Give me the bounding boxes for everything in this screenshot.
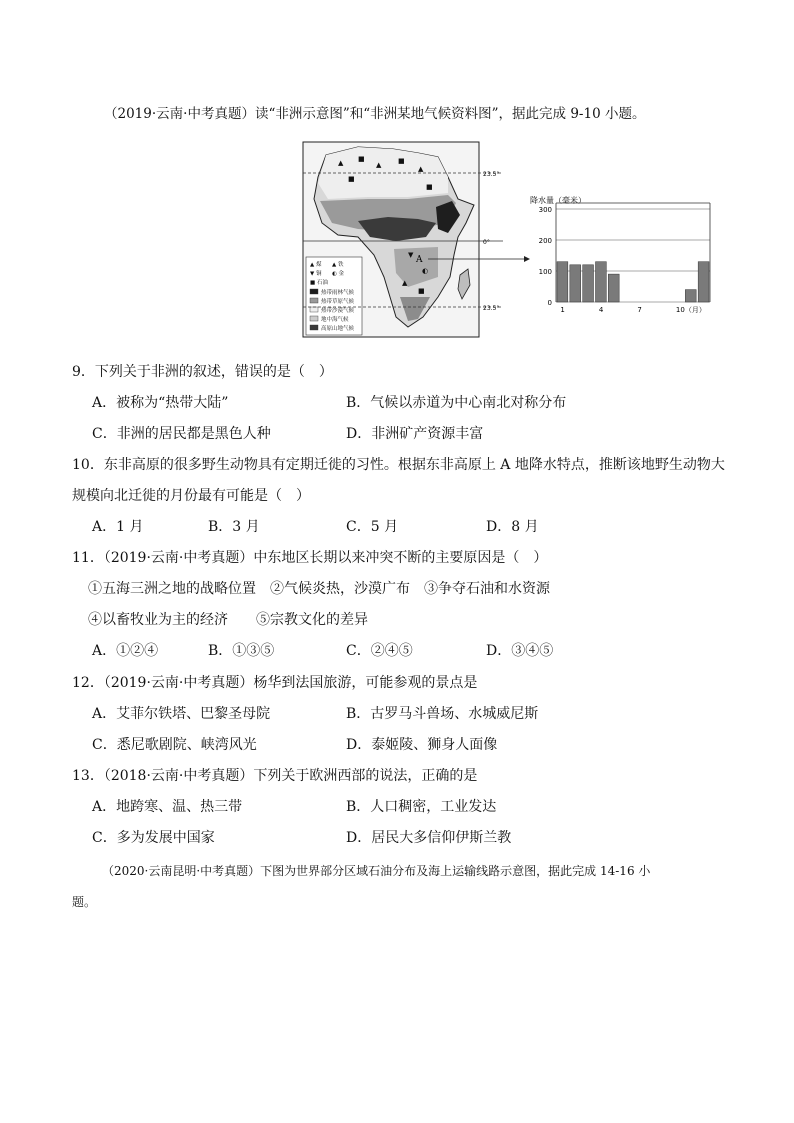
q11-option-c[interactable]: C．②④⑤ <box>346 643 413 659</box>
lat-north: 23.5° <box>483 171 500 178</box>
intro-14-16-line1: （2020·云南昆明·中考真题）下图为世界部分区域石油分布及海上运输线路示意图，据此完成 14-16 小 <box>102 864 651 878</box>
chart-xtick-1: 4 <box>598 306 604 314</box>
africa-figure <box>298 137 718 342</box>
chart-bar-month-3 <box>583 265 594 302</box>
q9-stem: 9．下列关于非洲的叙述，错误的是（ ） <box>72 364 333 380</box>
q12-option-d[interactable]: D．泰姬陵、狮身人面像 <box>346 737 498 753</box>
q9-option-b[interactable]: B．气候以赤道为中心南北对称分布 <box>346 395 567 411</box>
precipitation-chart <box>530 195 710 314</box>
q10-option-d[interactable]: D．8 月 <box>486 519 539 535</box>
chart-bar-month-11 <box>685 290 696 302</box>
q10-stem-line1: 10．东非高原的很多野生动物具有定期迁徙的习性。根据东非高原上 A 地降水特点，推断该地野生动物大 <box>72 457 725 473</box>
legend-climate-0: 热带雨林气候 <box>321 290 355 296</box>
q13-stem: 13．（2018·云南·中考真题）下列关于欧洲西部的说法，正确的是 <box>72 768 478 784</box>
q11-option-a[interactable]: A．①②④ <box>92 643 159 659</box>
svg-text:■: ■ <box>348 175 355 183</box>
svg-text:■: ■ <box>398 157 405 165</box>
legend-mineral-1: ▲ 铁 <box>332 262 344 268</box>
q11-option-b[interactable]: B．①③⑤ <box>208 643 275 659</box>
q12-stem: 12．（2019·云南·中考真题）杨华到法国旅游，可能参观的景点是 <box>72 675 478 691</box>
svg-text:■: ■ <box>426 183 433 191</box>
chart-bar-month-4 <box>596 262 607 302</box>
chart-bar-month-2 <box>570 265 581 302</box>
svg-text:◐: ◐ <box>422 267 429 275</box>
chart-bar-month-5 <box>608 274 619 302</box>
chart-bar-month-1 <box>557 262 568 302</box>
q13-option-d[interactable]: D．居民大多信仰伊斯兰教 <box>346 830 512 846</box>
q11-stem: 11．（2019·云南·中考真题）中东地区长期以来冲突不断的主要原因是（ ） <box>72 550 548 566</box>
chart-ytick-3: 300 <box>538 206 552 214</box>
point-a-label: A <box>416 255 423 265</box>
legend-swatch-1 <box>310 298 318 303</box>
q13-option-a[interactable]: A．地跨寒、温、热三带 <box>92 799 243 815</box>
chart-ylabel: 降水量（毫米） <box>530 196 586 205</box>
svg-text:▲: ▲ <box>402 279 408 287</box>
q11-option-d[interactable]: D．③④⑤ <box>486 643 554 659</box>
svg-text:■: ■ <box>358 155 365 163</box>
q13-option-c[interactable]: C．多为发展中国家 <box>92 830 215 846</box>
legend-swatch-0 <box>310 289 318 294</box>
svg-text:▲: ▲ <box>418 165 424 173</box>
q10-option-a[interactable]: A．1 月 <box>92 519 144 535</box>
chart-xtick-2: 7 <box>637 306 642 314</box>
svg-text:▼: ▼ <box>408 251 414 259</box>
q10-stem-line2: 规模向北迁徙的月份最有可能是（ ） <box>72 488 310 504</box>
legend-climate-3: 地中海气候 <box>321 317 349 323</box>
q9-option-a[interactable]: A．被称为“热带大陆” <box>92 395 229 411</box>
q11-items-line1: ①五海三洲之地的战略位置 ②气候炎热，沙漠广布 ③争夺石油和水资源 <box>88 581 550 597</box>
q10-option-c[interactable]: C．5 月 <box>346 519 399 535</box>
svg-text:▲: ▲ <box>376 161 382 169</box>
q12-option-a[interactable]: A．艾菲尔铁塔、巴黎圣母院 <box>92 706 271 722</box>
legend-swatch-3 <box>310 316 318 321</box>
svg-text:■: ■ <box>418 287 425 295</box>
lat-equator: 0° <box>483 239 490 246</box>
chart-ytick-1: 100 <box>538 268 552 276</box>
legend-mineral-4: ■ 石油 <box>310 280 328 286</box>
chart-ytick-0: 0 <box>547 299 552 307</box>
legend-mineral-3: ◐ 金 <box>332 271 345 277</box>
q9-option-d[interactable]: D．非洲矿产资源丰富 <box>346 426 484 442</box>
q10-option-b[interactable]: B．3 月 <box>208 519 260 535</box>
q12-option-b[interactable]: B．古罗马斗兽场、水城威尼斯 <box>346 706 539 722</box>
map-legend <box>306 257 362 335</box>
chart-xtick-3: 10（月） <box>675 306 706 314</box>
legend-mineral-0: ▲ 煤 <box>310 262 322 268</box>
legend-swatch-2 <box>310 307 318 312</box>
legend-climate-2: 热带沙漠气候 <box>321 308 355 314</box>
q9-option-c[interactable]: C．非洲的居民都是黑色人种 <box>92 426 271 442</box>
chart-ytick-2: 200 <box>538 237 552 245</box>
legend-climate-4: 高原山地气候 <box>321 326 355 332</box>
q12-option-c[interactable]: C．悉尼歌剧院、峡湾风光 <box>92 737 257 753</box>
legend-climate-1: 热带草原气候 <box>321 299 355 305</box>
lat-south: 23.5° <box>483 305 500 312</box>
svg-text:▲: ▲ <box>338 159 344 167</box>
chart-bar-month-12 <box>698 262 709 302</box>
legend-mineral-2: ▼ 铜 <box>310 271 322 277</box>
q11-items-line2: ④以畜牧业为主的经济 ⑤宗教文化的差异 <box>88 612 368 628</box>
legend-swatch-4 <box>310 325 318 330</box>
intro-9-10: （2019·云南·中考真题）读“非洲示意图”和“非洲某地气候资料图”，据此完成 9-10 小题。 <box>104 106 646 122</box>
intro-14-16-line2: 题。 <box>72 895 97 909</box>
q13-option-b[interactable]: B．人口稠密，工业发达 <box>346 799 497 815</box>
chart-xtick-0: 1 <box>560 306 565 314</box>
